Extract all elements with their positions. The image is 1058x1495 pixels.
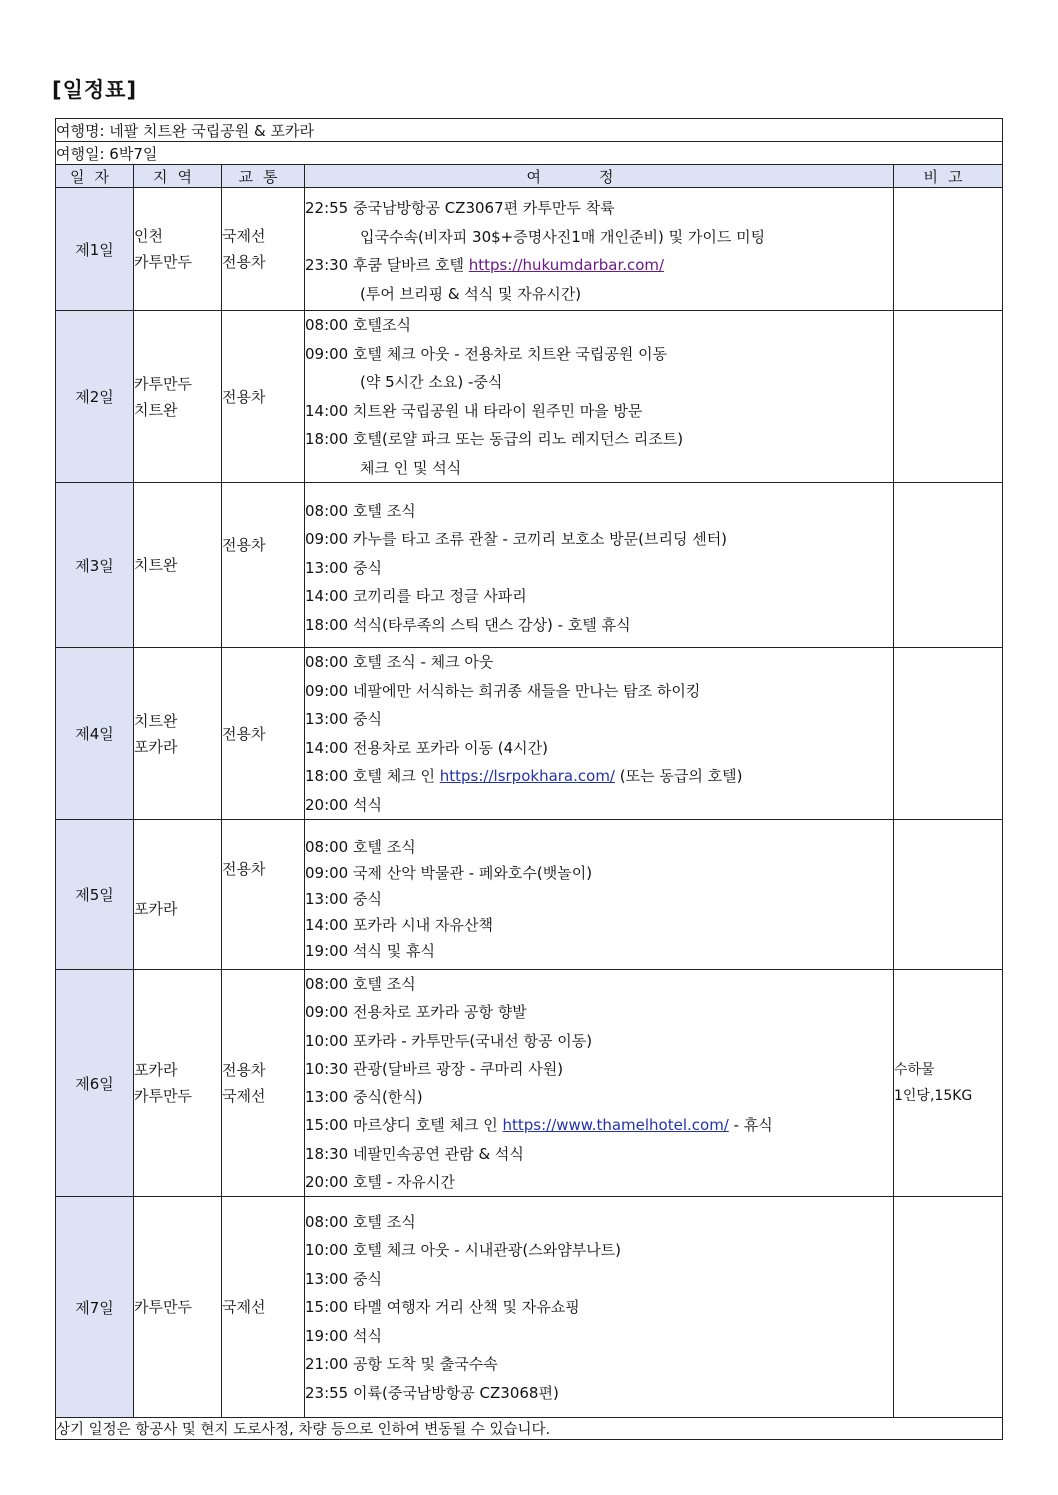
day-cell: 제2일 (56, 311, 134, 483)
region-cell (134, 311, 222, 483)
table-header-row (56, 165, 1003, 188)
itinerary-table (55, 118, 1003, 1440)
itinerary-line: (투어 브리핑 & 석식 및 자유시간) (360, 284, 582, 303)
header-itinerary: 여정 (305, 165, 894, 188)
note-cell (894, 970, 1003, 1197)
transport-cell (222, 970, 305, 1197)
transport-mode: 국제선 (222, 1298, 266, 1317)
itinerary-cell (305, 483, 894, 648)
hotel-link[interactable]: https://www.thamelhotel.com/ (502, 1116, 729, 1135)
itinerary-line: 09:00 국제 산악 박물관 - 페와호수(뱃놀이) (305, 863, 593, 882)
day-row (56, 648, 1003, 820)
itinerary-line: (약 5시간 소요) -중식 (360, 373, 503, 391)
itinerary-line: 13:00 중식 (305, 889, 382, 908)
itinerary-line: 22:55 중국남방항공 CZ3067편 카투만두 착륙 (305, 199, 615, 217)
transport-cell (222, 1197, 305, 1418)
itinerary-line: 체크 인 및 석식 (360, 458, 462, 477)
region-cell (134, 970, 222, 1197)
note-cell (894, 1197, 1003, 1418)
itinerary-line: 18:00 호텔(로얄 파크 또는 동급의 리노 레지던스 리조트) (305, 430, 684, 448)
transport-mode: 국제선 (222, 227, 266, 245)
itinerary-cell (305, 820, 894, 970)
itinerary-line: 08:00 호텔 조식 (305, 837, 416, 856)
header-note: 비고 (894, 165, 1003, 188)
day-cell: 제4일 (56, 648, 134, 820)
day-row (56, 483, 1003, 648)
itinerary-line: 23:55 이륙(중국남방항공 CZ3068편) (305, 1383, 559, 1402)
region-cell (134, 188, 222, 311)
itinerary-cell (305, 1197, 894, 1418)
itinerary-line: 입국수속(비자피 30$+증명사진1매 개인준비) 및 가이드 미팅 (360, 227, 766, 246)
region-name: 치트완 (134, 400, 178, 419)
note-text: 수하물 (894, 1062, 935, 1079)
itinerary-line: 19:00 석식 및 휴식 (305, 941, 435, 960)
itinerary-line: 18:00 석식(타루족의 스틱 댄스 감상) - 호텔 휴식 (305, 615, 631, 634)
region-cell (134, 1197, 222, 1418)
itinerary-line: 10:00 포카라 - 카투만두(국내선 항공 이동) (305, 1031, 593, 1050)
region-name: 치트완 (134, 711, 178, 730)
region-cell (134, 820, 222, 970)
transport-mode: 전용차 (222, 724, 266, 743)
itinerary-line: 09:00 카누를 타고 조류 관찰 - 코끼리 보호소 방문(브리딩 센터) (305, 530, 728, 549)
itinerary-line: 08:00 호텔조식 (305, 316, 411, 334)
day-cell: 제3일 (56, 483, 134, 648)
transport-cell (222, 483, 305, 648)
itinerary-line: 13:00 중식 (305, 710, 382, 728)
region-name: 카투만두 (134, 1087, 192, 1106)
itinerary-line: 18:30 네팔민속공연 관람 & 석식 (305, 1144, 524, 1163)
itinerary-line: 20:00 호텔 - 자유시간 (305, 1173, 455, 1192)
itinerary-line: 14:00 치트완 국립공원 내 타라이 원주민 마을 방문 (305, 401, 643, 420)
header-region: 지역 (134, 165, 222, 188)
header-transport: 교통 (222, 165, 305, 188)
day-cell: 제7일 (56, 1197, 134, 1418)
itinerary-line: 10:30 관광(달바르 광장 - 쿠마리 사원) (305, 1059, 564, 1078)
itinerary-line: 15:00 마르샹디 호텔 체크 인 https://www.thamelhotel.com/ - 휴식 (305, 1116, 773, 1135)
day-cell: 제5일 (56, 820, 134, 970)
transport-mode: 국제선 (222, 1087, 266, 1106)
note-cell (894, 648, 1003, 820)
itinerary-line: 09:00 네팔에만 서식하는 희귀종 새들을 만나는 탐조 하이킹 (305, 681, 701, 700)
itinerary-cell (305, 648, 894, 820)
region-name: 포카라 (134, 737, 178, 756)
day-row (56, 1197, 1003, 1418)
itinerary-line: 14:00 코끼리를 타고 정글 사파리 (305, 587, 527, 606)
itinerary-line: 15:00 타멜 여행자 거리 산책 및 자유쇼핑 (305, 1298, 580, 1317)
transport-cell (222, 648, 305, 820)
day-row (56, 820, 1003, 970)
footer-row (56, 1418, 1003, 1440)
hotel-link[interactable]: https://hukumdarbar.com/ (468, 256, 665, 274)
region-name: 카투만두 (134, 374, 192, 393)
day-row (56, 311, 1003, 483)
region-cell (134, 483, 222, 648)
itinerary-line: 13:00 중식 (305, 558, 382, 577)
itinerary-cell (305, 970, 894, 1197)
footer-note: 상기 일정은 항공사 및 현지 도로사정, 차량 등으로 인하여 변동될 수 있습니다. (56, 1418, 1003, 1440)
trip-name: 여행명: 네팔 치트완 국립공원 & 포카라 (56, 119, 1003, 142)
hotel-link[interactable]: https://lsrpokhara.com/ (439, 767, 615, 785)
transport-mode: 전용차 (222, 253, 266, 271)
region-name: 카투만두 (134, 253, 192, 271)
region-name: 포카라 (134, 1061, 178, 1080)
note-text: 1인당,15KG (894, 1088, 973, 1105)
itinerary-line: 23:30 후쿰 달바르 호텔 https://hukumdarbar.com/ (305, 256, 665, 274)
itinerary-line: 09:00 전용차로 포카라 공항 향발 (305, 1003, 527, 1022)
trip-days: 여행일: 6박7일 (56, 142, 1003, 165)
transport-mode: 전용차 (222, 387, 266, 406)
itinerary-line: 10:00 호텔 체크 아웃 - 시내관광(스와얌부나트) (305, 1241, 622, 1260)
itinerary-line: 08:00 호텔 조식 (305, 975, 416, 993)
region-name: 치트완 (134, 556, 178, 574)
region-name: 카투만두 (134, 1298, 192, 1317)
itinerary-line: 09:00 호텔 체크 아웃 - 전용차로 치트완 국립공원 이동 (305, 344, 668, 363)
transport-cell (222, 311, 305, 483)
itinerary-line: 20:00 석식 (305, 795, 382, 814)
transport-mode: 전용차 (222, 859, 266, 878)
itinerary-line: 08:00 호텔 조식 (305, 1212, 416, 1231)
day-cell: 제1일 (56, 188, 134, 311)
itinerary-line: 13:00 중식 (305, 1269, 382, 1288)
itinerary-line: 14:00 전용차로 포카라 이동 (4시간) (305, 738, 548, 757)
day-row (56, 188, 1003, 311)
itinerary-line: 08:00 호텔 조식 (305, 501, 416, 520)
itinerary-line: 13:00 중식(한식) (305, 1088, 423, 1107)
region-cell (134, 648, 222, 820)
note-cell (894, 188, 1003, 311)
region-name: 포카라 (134, 899, 178, 918)
day-cell: 제6일 (56, 970, 134, 1197)
transport-mode: 전용차 (222, 1061, 266, 1080)
itinerary-line: 21:00 공항 도착 및 출국수속 (305, 1355, 498, 1374)
page-title: [일정표] (52, 78, 138, 102)
itinerary-line: 14:00 포카라 시내 자유산책 (305, 915, 493, 934)
transport-cell (222, 188, 305, 311)
note-cell (894, 820, 1003, 970)
itinerary-line: 08:00 호텔 조식 - 체크 아웃 (305, 653, 494, 671)
itinerary-line: 19:00 석식 (305, 1326, 382, 1345)
itinerary-line: 18:00 호텔 체크 인 https://lsrpokhara.com/ (또는 동급의 호텔) (305, 767, 743, 785)
header-day: 일자 (56, 165, 134, 188)
transport-mode: 전용차 (222, 536, 266, 554)
itinerary-cell (305, 311, 894, 483)
note-cell (894, 483, 1003, 648)
day-row (56, 970, 1003, 1197)
itinerary-cell (305, 188, 894, 311)
region-name: 인천 (134, 227, 163, 245)
note-cell (894, 311, 1003, 483)
transport-cell (222, 820, 305, 970)
